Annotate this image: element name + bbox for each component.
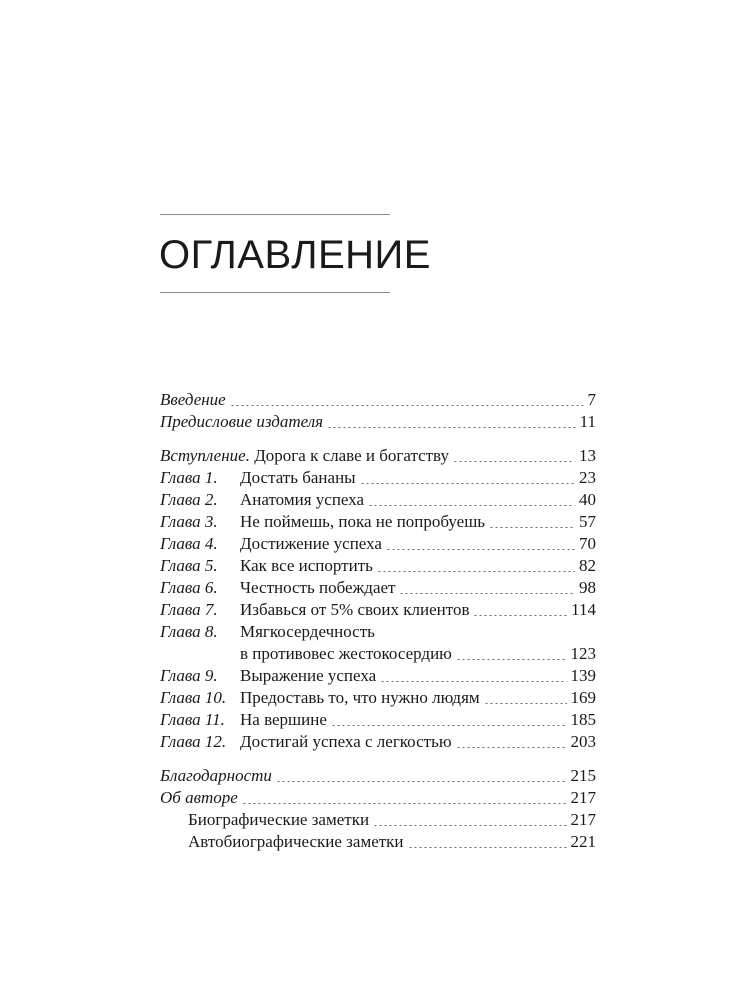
toc-page-number: 57 <box>579 512 596 531</box>
toc-entry-prefix: Вступление. <box>160 446 250 465</box>
leader-dots <box>368 505 575 506</box>
toc-entry-title: Анатомия успеха <box>240 490 365 509</box>
toc-page-number: 139 <box>570 666 596 685</box>
toc-entry-biographical-notes[interactable] <box>160 809 596 831</box>
toc-entry-chapter-4[interactable] <box>160 533 596 555</box>
leader-dots <box>489 527 575 528</box>
leader-dots <box>453 461 575 462</box>
chapter-label: Глава 8. <box>160 622 218 641</box>
toc-entry-title: Предоставь то, что нужно людям <box>240 688 480 707</box>
toc-entry-chapter-8-line-2[interactable] <box>160 643 596 665</box>
toc-entry-title: Избавься от 5% своих клиентов <box>240 600 470 619</box>
toc-entry-chapter-1[interactable] <box>160 467 596 489</box>
chapter-label: Глава 6. <box>160 578 218 597</box>
leader-dots <box>230 405 584 406</box>
leader-dots <box>456 659 567 660</box>
chapter-label: Глава 3. <box>160 512 218 531</box>
chapter-label: Глава 4. <box>160 534 218 553</box>
leader-dots <box>408 847 567 848</box>
page-title: ОГЛАВЛЕНИЕ <box>159 233 431 277</box>
leader-dots <box>377 571 575 572</box>
chapter-label: Глава 12. <box>160 732 227 751</box>
toc-entry-title: Мягкосердечность <box>240 622 375 641</box>
leader-dots <box>484 703 567 704</box>
toc-entry-title: Предисловие издателя <box>160 412 324 431</box>
leader-dots <box>242 803 567 804</box>
toc-page-number: 70 <box>579 534 596 553</box>
toc-entry-chapter-12[interactable] <box>160 731 596 753</box>
toc-page-number: 98 <box>579 578 596 597</box>
toc-page-number: 215 <box>570 766 596 785</box>
toc-entry-chapter-5[interactable] <box>160 555 596 577</box>
toc-page-number: 185 <box>570 710 596 729</box>
toc-entry-acknowledgements[interactable] <box>160 765 596 787</box>
toc-entry-title: Достать бананы <box>240 468 356 487</box>
toc-entry-title: Биографические заметки <box>188 810 370 829</box>
toc-entry-title: Выражение успеха <box>240 666 377 685</box>
toc-entry-title: Достижение успеха <box>240 534 382 553</box>
toc-entry-introduction[interactable] <box>160 389 596 411</box>
toc-page-number: 169 <box>570 688 596 707</box>
toc-page-number: 114 <box>571 600 596 619</box>
toc-entry-chapter-10[interactable] <box>160 687 596 709</box>
chapter-label: Глава 1. <box>160 468 218 487</box>
toc-entry-chapter-2[interactable] <box>160 489 596 511</box>
leader-dots <box>456 747 567 748</box>
toc-page-number: 13 <box>579 446 596 465</box>
toc-section-gap <box>160 753 596 765</box>
toc-entry-title: Честность побеждает <box>240 578 396 597</box>
toc-entry-title: Дорога к славе и богатству <box>254 446 450 465</box>
title-rule-bottom <box>160 292 390 293</box>
toc-entry-title: Не поймешь, пока не попробуешь <box>240 512 486 531</box>
toc-entry-chapter-11[interactable] <box>160 709 596 731</box>
toc-entry-chapter-3[interactable] <box>160 511 596 533</box>
toc-page-number: 217 <box>570 810 596 829</box>
leader-dots <box>399 593 575 594</box>
toc-entry-title: Достигай успеха с легкостью <box>240 732 452 751</box>
toc-entry-chapter-8-line-1[interactable] <box>160 621 596 643</box>
toc-page-number: 23 <box>579 468 596 487</box>
toc-entry-title: Автобиографические заметки <box>188 832 404 851</box>
toc-page-number: 221 <box>570 832 596 851</box>
toc-entry-title: На вершине <box>240 710 327 729</box>
toc-entry-title: Об авторе <box>160 788 238 807</box>
toc-page-number: 123 <box>570 644 596 663</box>
title-rule-top <box>160 214 390 215</box>
toc-page-number: 11 <box>579 412 596 431</box>
toc-entry-chapter-6[interactable] <box>160 577 596 599</box>
toc-page-number: 217 <box>570 788 596 807</box>
toc-entry-autobiographical-notes[interactable] <box>160 831 596 853</box>
toc-entry-chapter-7[interactable] <box>160 599 596 621</box>
chapter-label: Глава 5. <box>160 556 218 575</box>
toc-entry-chapter-9[interactable] <box>160 665 596 687</box>
chapter-label: Глава 10. <box>160 688 227 707</box>
leader-dots <box>373 825 566 826</box>
toc-section-gap <box>160 433 596 445</box>
toc-entry-title: Как все испортить <box>240 556 373 575</box>
chapter-label: Глава 7. <box>160 600 218 619</box>
toc-entry-title: Введение <box>160 390 226 409</box>
chapter-label: Глава 9. <box>160 666 218 685</box>
toc-entry-title: Благодарности <box>160 766 272 785</box>
toc-entry-prologue[interactable] <box>160 445 596 467</box>
leader-dots <box>380 681 566 682</box>
leader-dots <box>331 725 567 726</box>
toc-page-number: 203 <box>570 732 596 751</box>
toc-page-number: 40 <box>579 490 596 509</box>
toc-page-number: 7 <box>587 390 596 409</box>
toc-page-number: 82 <box>579 556 596 575</box>
toc-entry-publisher-preface[interactable] <box>160 411 596 433</box>
leader-dots <box>276 781 567 782</box>
leader-dots <box>473 615 567 616</box>
leader-dots <box>360 483 575 484</box>
table-of-contents <box>160 389 596 853</box>
chapter-label: Глава 2. <box>160 490 218 509</box>
toc-entry-title-continued: в противовес жестокосердию <box>240 644 452 663</box>
toc-entry-about-author[interactable] <box>160 787 596 809</box>
leader-dots <box>386 549 575 550</box>
chapter-label: Глава 11. <box>160 710 225 729</box>
leader-dots <box>327 427 576 428</box>
